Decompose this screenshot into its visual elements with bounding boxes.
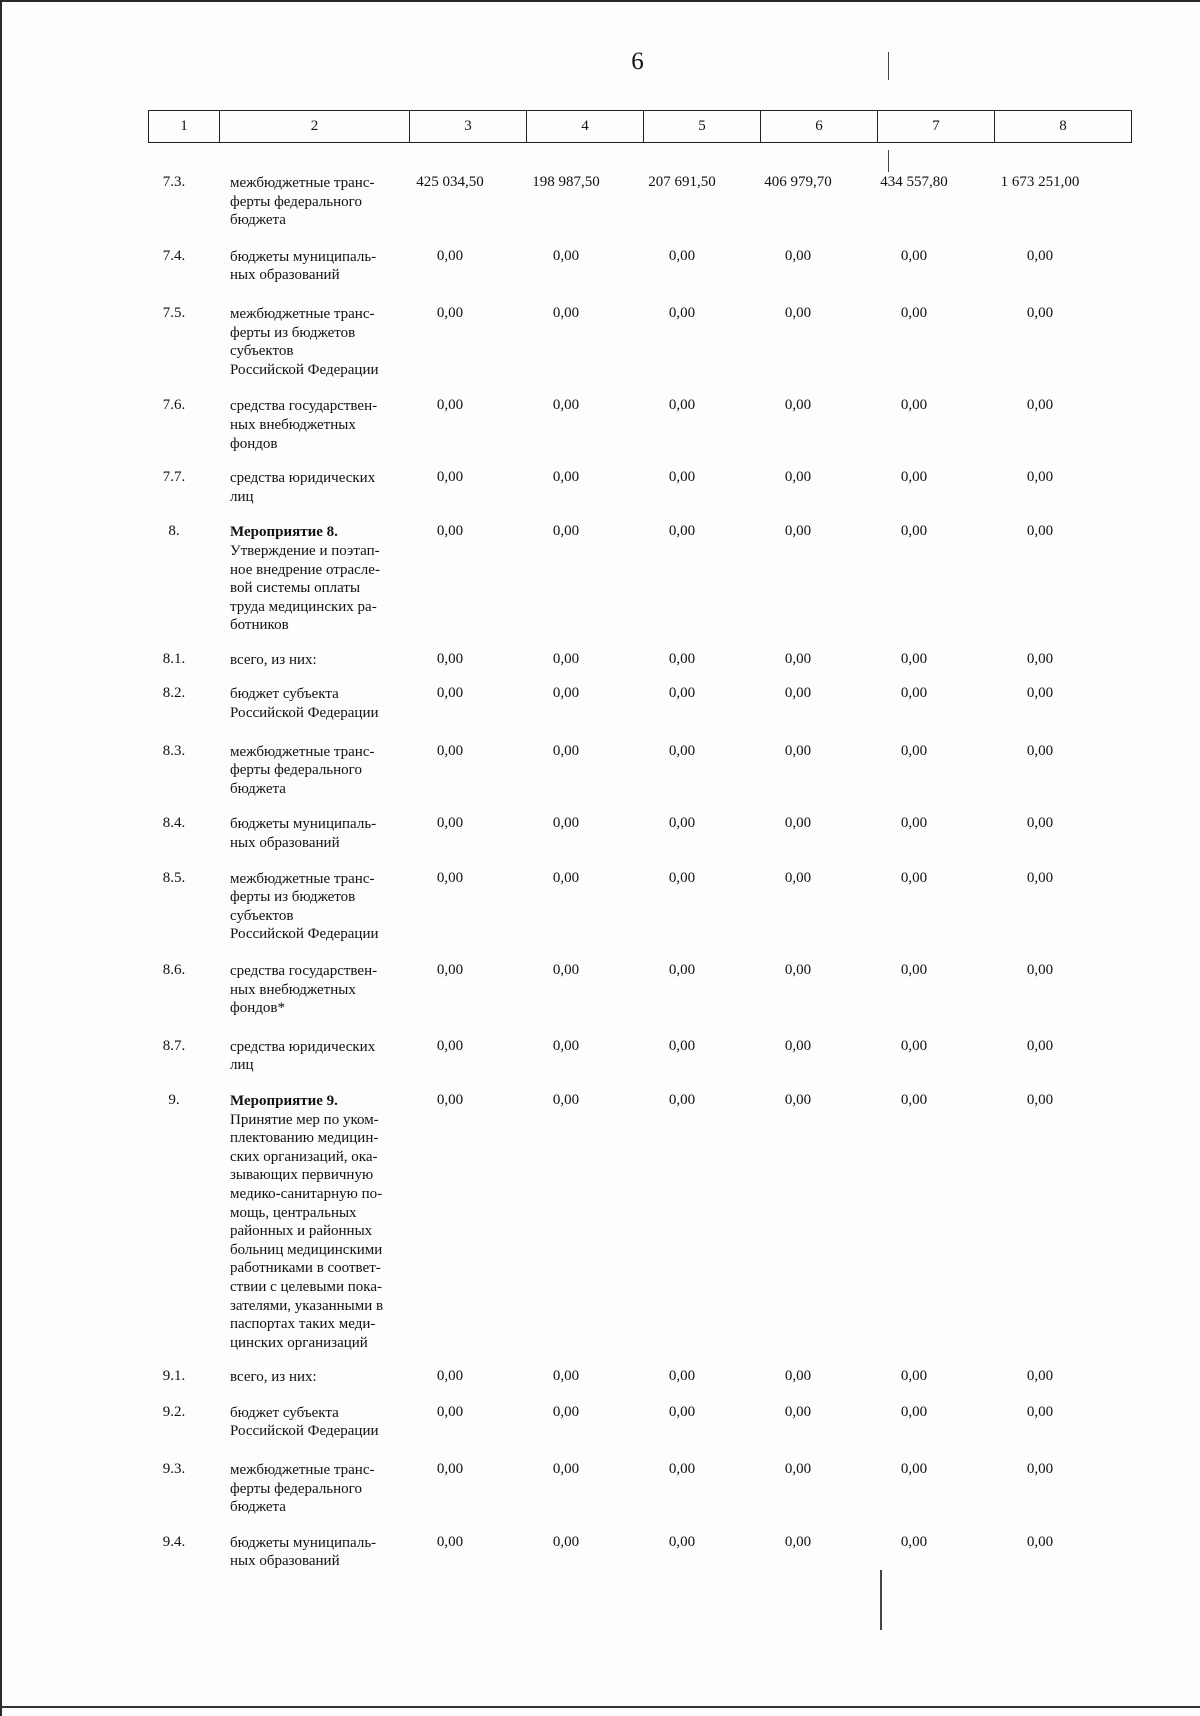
- amount-cell: 0,00: [784, 304, 812, 321]
- table-row: [148, 685, 1128, 722]
- description-line: ных внебюджетных: [230, 981, 356, 998]
- row-description: [218, 870, 392, 944]
- amount-cell: 0,00: [900, 962, 928, 978]
- column-header: 3: [410, 111, 527, 143]
- scan-edge-left: [0, 0, 2, 1716]
- row-number: 8.3.: [162, 742, 186, 759]
- table-row: [148, 523, 1128, 635]
- description-line: ферты федерального: [230, 1480, 362, 1497]
- amount-cell: 1 673 251,00: [1000, 174, 1080, 190]
- amount-cell: 0,00: [552, 742, 580, 759]
- amount-cell: 0,00: [900, 397, 928, 414]
- column-header: 2: [220, 111, 410, 143]
- row-number: 7.7.: [162, 469, 186, 486]
- amount-cell: 0,00: [900, 742, 928, 759]
- amount-cell: 198 987,50: [532, 174, 600, 190]
- row-number: 9.3.: [162, 1461, 186, 1478]
- amount-cell: 0,00: [552, 304, 580, 321]
- column-header: 8: [995, 111, 1132, 143]
- amount-cell: 0,00: [784, 962, 812, 978]
- table-row: [148, 469, 1128, 506]
- amount-cell: 0,00: [436, 304, 464, 321]
- amount-cell: 0,00: [552, 685, 580, 702]
- amount-cell: 0,00: [668, 650, 696, 667]
- description-line: ных внебюджетных: [230, 416, 356, 433]
- amount-cell: 0,00: [1026, 1461, 1054, 1478]
- amount-cell: 0,00: [784, 815, 812, 832]
- amount-cell: 0,00: [784, 1037, 812, 1054]
- description-line: бюджеты муниципаль-: [230, 248, 377, 265]
- row-description: [218, 248, 392, 285]
- description-line: бюджеты муниципаль-: [230, 1534, 377, 1551]
- description-line: ферты из бюджетов: [230, 324, 356, 341]
- amount-cell: 0,00: [668, 523, 696, 540]
- amount-cell: 0,00: [668, 685, 696, 702]
- row-number: 9.2.: [162, 1403, 186, 1420]
- amount-cell: 0,00: [784, 685, 812, 702]
- row-number: 9.4.: [162, 1533, 186, 1550]
- row-description: [218, 1461, 392, 1517]
- amount-cell: 0,00: [668, 304, 696, 321]
- amount-cell: 0,00: [668, 869, 696, 886]
- amount-cell: 0,00: [436, 1091, 464, 1108]
- table-row: [148, 1461, 1128, 1517]
- amount-cell: 0,00: [436, 523, 464, 540]
- amount-cell: 0,00: [1026, 1037, 1054, 1054]
- description-line: субъектов: [230, 343, 294, 360]
- amount-cell: 0,00: [436, 962, 464, 978]
- table-row: [148, 1534, 1128, 1571]
- description-line: ных образований: [230, 267, 340, 284]
- amount-cell: 0,00: [900, 469, 928, 486]
- amount-cell: 0,00: [436, 1461, 464, 1478]
- amount-cell: 406 979,70: [764, 174, 832, 190]
- amount-cell: 434 557,80: [880, 174, 948, 190]
- table-row: [148, 815, 1128, 852]
- description-line: медико-санитарную по-: [230, 1185, 383, 1202]
- scan-mark: [880, 1570, 882, 1630]
- amount-cell: 0,00: [436, 815, 464, 832]
- scan-edge-top: [0, 0, 1200, 2]
- description-line: районных и районных: [230, 1223, 373, 1240]
- table-row: [148, 174, 1128, 230]
- table-row: [148, 397, 1128, 453]
- amount-cell: 0,00: [900, 1368, 928, 1385]
- amount-cell: 0,00: [900, 523, 928, 540]
- amount-cell: 0,00: [436, 685, 464, 702]
- amount-cell: 0,00: [1026, 397, 1054, 414]
- description-line: ферты федерального: [230, 193, 362, 210]
- column-header: 7: [878, 111, 995, 143]
- amount-cell: 0,00: [668, 742, 696, 759]
- amount-cell: 0,00: [1026, 1368, 1054, 1385]
- amount-cell: 0,00: [552, 869, 580, 886]
- amount-cell: 0,00: [436, 247, 464, 264]
- column-header: 5: [644, 111, 761, 143]
- amount-cell: 0,00: [436, 397, 464, 414]
- table-row: [148, 1368, 1128, 1387]
- amount-cell: 0,00: [668, 247, 696, 264]
- description-line: труда медицинских ра-: [230, 598, 377, 615]
- amount-cell: 425 034,50: [416, 174, 484, 190]
- description-line: Принятие мер по уком-: [230, 1111, 379, 1128]
- amount-cell: 0,00: [668, 1533, 696, 1550]
- description-line: бюджета: [230, 212, 286, 229]
- table-row: [148, 651, 1128, 670]
- description-line: работниками в соответ-: [230, 1260, 381, 1277]
- amount-cell: 0,00: [668, 1368, 696, 1385]
- description-line: лиц: [230, 1057, 254, 1074]
- description-line: ферты из бюджетов: [230, 889, 356, 906]
- description-line: фондов: [230, 435, 278, 452]
- description-line: плектованию медицин-: [230, 1130, 379, 1147]
- row-number: 7.6.: [162, 397, 186, 414]
- description-line: ферты федерального: [230, 762, 362, 779]
- row-description: [218, 743, 392, 799]
- amount-cell: 0,00: [784, 650, 812, 667]
- amount-cell: 0,00: [1026, 469, 1054, 486]
- amount-cell: 0,00: [1026, 1533, 1054, 1550]
- description-line: Российской Федерации: [230, 361, 379, 378]
- description-line: межбюджетные транс-: [230, 305, 375, 322]
- amount-cell: 0,00: [1026, 523, 1054, 540]
- amount-cell: 0,00: [784, 742, 812, 759]
- amount-cell: 0,00: [552, 1533, 580, 1550]
- description-line: мощь, центральных: [230, 1204, 357, 1221]
- description-line: фондов*: [230, 1000, 285, 1017]
- amount-cell: 0,00: [668, 1461, 696, 1478]
- description-line: Российской Федерации: [230, 1423, 379, 1440]
- amount-cell: 0,00: [1026, 742, 1054, 759]
- table-row: [148, 743, 1128, 799]
- description-line: цинских организаций: [230, 1334, 368, 1351]
- amount-cell: 0,00: [552, 1037, 580, 1054]
- amount-cell: 0,00: [784, 523, 812, 540]
- row-number: 9.: [168, 1091, 180, 1108]
- amount-cell: 0,00: [900, 815, 928, 832]
- amount-cell: 207 691,50: [648, 174, 716, 190]
- table-row: [148, 962, 1128, 1018]
- row-description: [218, 1368, 392, 1387]
- amount-cell: 0,00: [436, 869, 464, 886]
- amount-cell: 0,00: [552, 1461, 580, 1478]
- row-number: 7.5.: [162, 304, 186, 321]
- description-line: межбюджетные транс-: [230, 1462, 375, 1479]
- amount-cell: 0,00: [1026, 962, 1054, 978]
- description-line: межбюджетные транс-: [230, 743, 375, 760]
- amount-cell: 0,00: [1026, 1403, 1054, 1420]
- amount-cell: 0,00: [900, 1403, 928, 1420]
- amount-cell: 0,00: [900, 304, 928, 321]
- amount-cell: 0,00: [784, 1091, 812, 1108]
- amount-cell: 0,00: [552, 469, 580, 486]
- description-line: бюджет субъекта: [230, 1404, 339, 1421]
- row-number: 8.4.: [162, 815, 186, 832]
- row-description: [218, 685, 392, 722]
- description-line: субъектов: [230, 907, 294, 924]
- row-description: [218, 174, 392, 230]
- amount-cell: 0,00: [552, 397, 580, 414]
- amount-cell: 0,00: [668, 1091, 696, 1108]
- row-number: 7.3.: [162, 174, 186, 190]
- row-description: [218, 1092, 392, 1352]
- description-line: вой системы оплаты: [230, 580, 361, 597]
- amount-cell: 0,00: [1026, 650, 1054, 667]
- description-line: больниц медицинскими: [230, 1241, 383, 1258]
- description-line: средства государствен-: [230, 398, 378, 415]
- amount-cell: 0,00: [900, 1461, 928, 1478]
- amount-cell: 0,00: [1026, 247, 1054, 264]
- amount-cell: 0,00: [900, 247, 928, 264]
- column-header: 4: [527, 111, 644, 143]
- amount-cell: 0,00: [668, 397, 696, 414]
- amount-cell: 0,00: [1026, 1091, 1054, 1108]
- description-line: всего, из них:: [230, 651, 317, 668]
- description-line: лиц: [230, 488, 254, 505]
- row-number: 8.5.: [162, 869, 186, 886]
- amount-cell: 0,00: [436, 469, 464, 486]
- amount-cell: 0,00: [1026, 869, 1054, 886]
- table-row: [148, 1038, 1128, 1075]
- scan-mark: [888, 150, 889, 172]
- amount-cell: 0,00: [1026, 304, 1054, 321]
- amount-cell: 0,00: [552, 523, 580, 540]
- measure-title: Мероприятие 9.: [230, 1092, 338, 1109]
- row-number: 9.1.: [162, 1368, 186, 1385]
- description-line: ских организаций, ока-: [230, 1148, 378, 1165]
- amount-cell: 0,00: [900, 1091, 928, 1108]
- amount-cell: 0,00: [552, 962, 580, 978]
- table-row: [148, 1404, 1128, 1441]
- description-line: всего, из них:: [230, 1369, 317, 1386]
- description-line: ных образований: [230, 835, 340, 852]
- amount-cell: 0,00: [784, 469, 812, 486]
- row-number: 8.1.: [162, 650, 186, 667]
- amount-cell: 0,00: [1026, 685, 1054, 702]
- description-line: бюджета: [230, 1499, 286, 1516]
- description-line: ное внедрение отрасле-: [230, 561, 380, 578]
- amount-cell: 0,00: [900, 1037, 928, 1054]
- description-line: бюджета: [230, 780, 286, 797]
- description-line: средства юридических: [230, 1038, 376, 1055]
- description-line: межбюджетные транс-: [230, 870, 375, 887]
- row-number: 7.4.: [162, 247, 186, 264]
- description-line: ных образований: [230, 1553, 340, 1570]
- amount-cell: 0,00: [784, 247, 812, 264]
- amount-cell: 0,00: [552, 247, 580, 264]
- row-description: [218, 651, 392, 670]
- amount-cell: 0,00: [784, 1533, 812, 1550]
- amount-cell: 0,00: [552, 1368, 580, 1385]
- amount-cell: 0,00: [436, 1403, 464, 1420]
- row-number: 8.: [168, 523, 180, 540]
- amount-cell: 0,00: [552, 1091, 580, 1108]
- description-line: ствии с целевыми пока-: [230, 1278, 383, 1295]
- amount-cell: 0,00: [436, 650, 464, 667]
- amount-cell: 0,00: [668, 962, 696, 978]
- description-line: бюджет субъекта: [230, 686, 339, 703]
- row-description: [218, 469, 392, 506]
- amount-cell: 0,00: [900, 685, 928, 702]
- row-number: 8.2.: [162, 685, 186, 702]
- row-description: [218, 815, 392, 852]
- amount-cell: 0,00: [436, 1368, 464, 1385]
- row-number: 8.7.: [162, 1037, 186, 1054]
- amount-cell: 0,00: [900, 650, 928, 667]
- description-line: средства юридических: [230, 470, 376, 487]
- amount-cell: 0,00: [784, 1461, 812, 1478]
- amount-cell: 0,00: [552, 650, 580, 667]
- description-line: межбюджетные транс-: [230, 175, 375, 191]
- row-description: [218, 305, 392, 379]
- amount-cell: 0,00: [784, 1403, 812, 1420]
- amount-cell: 0,00: [668, 815, 696, 832]
- row-description: [218, 1534, 392, 1571]
- measure-title: Мероприятие 8.: [230, 524, 338, 541]
- amount-cell: 0,00: [436, 1037, 464, 1054]
- amount-cell: 0,00: [436, 742, 464, 759]
- description-line: средства государствен-: [230, 963, 378, 979]
- scan-mark: [888, 52, 889, 80]
- description-line: Российской Федерации: [230, 926, 379, 943]
- description-line: ботников: [230, 617, 289, 634]
- budget-table-body: [148, 174, 1128, 1571]
- row-description: [218, 962, 392, 1018]
- row-description: [218, 397, 392, 453]
- description-line: Утверждение и поэтап-: [230, 542, 380, 559]
- amount-cell: 0,00: [552, 1403, 580, 1420]
- column-header: 1: [149, 111, 220, 143]
- amount-cell: 0,00: [436, 1533, 464, 1550]
- row-description: [218, 1404, 392, 1441]
- description-line: бюджеты муниципаль-: [230, 816, 377, 833]
- amount-cell: 0,00: [668, 1403, 696, 1420]
- table-row: [148, 870, 1128, 944]
- scan-edge-bottom: [0, 1706, 1200, 1708]
- row-number: 8.6.: [162, 962, 186, 978]
- amount-cell: 0,00: [668, 1037, 696, 1054]
- column-number-header: [148, 110, 1132, 143]
- amount-cell: 0,00: [900, 869, 928, 886]
- description-line: зателями, указанными в: [230, 1297, 384, 1314]
- amount-cell: 0,00: [784, 869, 812, 886]
- amount-cell: 0,00: [784, 1368, 812, 1385]
- row-description: [218, 1038, 392, 1075]
- description-line: Российской Федерации: [230, 705, 379, 722]
- page-number: 6: [631, 48, 644, 75]
- table-row: [148, 305, 1128, 379]
- description-line: паспортах таких меди-: [230, 1316, 376, 1333]
- amount-cell: 0,00: [552, 815, 580, 832]
- description-line: зывающих первичную: [230, 1167, 374, 1184]
- table-row: [148, 248, 1128, 285]
- row-description: [218, 523, 392, 635]
- table-row: [148, 1092, 1128, 1352]
- amount-cell: 0,00: [900, 1533, 928, 1550]
- amount-cell: 0,00: [784, 397, 812, 414]
- amount-cell: 0,00: [1026, 815, 1054, 832]
- amount-cell: 0,00: [668, 469, 696, 486]
- column-header: 6: [761, 111, 878, 143]
